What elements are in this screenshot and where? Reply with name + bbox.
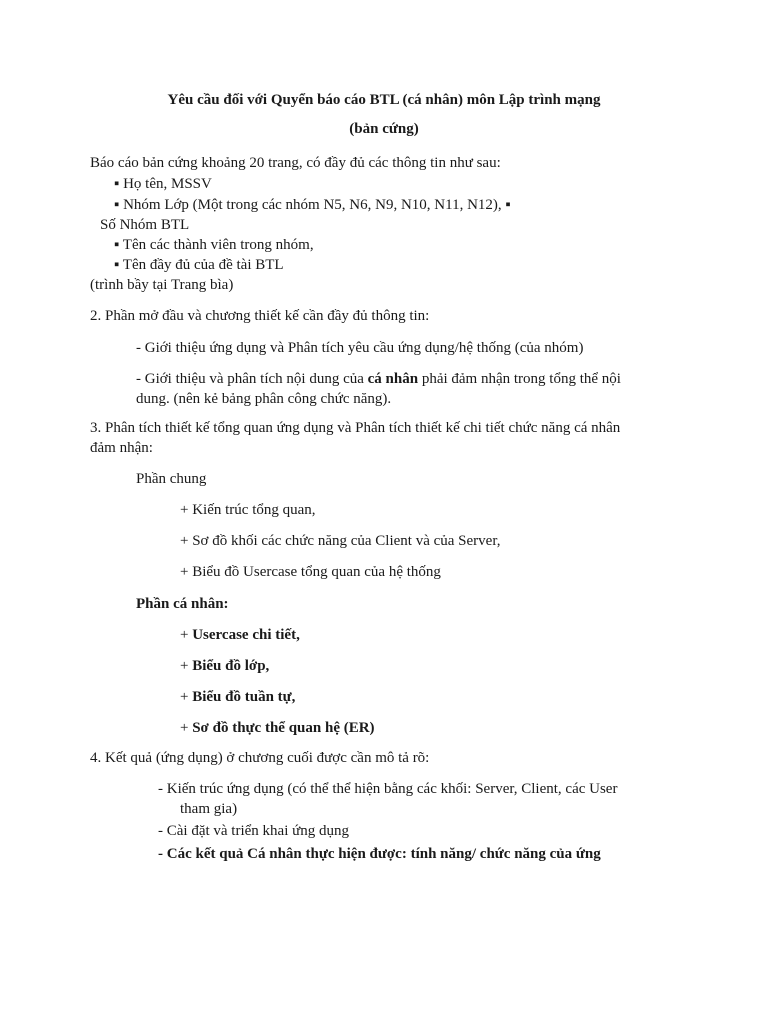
personal-item-sequence-diagram [180,687,295,707]
personal-item-sequence-diagram-text: Biểu đồ tuần tự, [192,689,296,705]
section2-item1: - Giới thiệu ứng dụng và Phân tích yêu cầu ứng dụng/hệ thống (của nhóm) [136,340,584,356]
personal-item-usecase-text: Usercase chi tiết, [192,627,300,643]
intro-text: Báo cáo bản cứng khoảng 20 trang, có đầy đủ các thông tin như sau: [90,155,501,171]
section2-item2-part-b: phải đảm nhận trong tổng thể nội [418,371,621,387]
common-item-block-diagram: + Sơ đồ khối các chức năng của Client và của Server, [180,533,501,549]
cover-item-class-group: ▪ Nhóm Lớp (Một trong các nhóm N5, N6, N9, N10, N11, N12), ▪ [114,197,511,213]
cover-item-name: ▪ Họ tên, MSSV [114,176,212,192]
cover-item-members: ▪ Tên các thành viên trong nhóm, [114,237,314,253]
personal-item-sequence-diagram-prefix: + [180,689,193,705]
document-subtitle: (bản cứng) [349,121,419,137]
section3-heading-cont: đảm nhận: [90,440,153,456]
section4-item-architecture: - Kiến trúc ứng dụng (có thể thể hiện bằng các khối: Server, Client, các User [158,781,618,797]
common-item-architecture: + Kiến trúc tổng quan, [180,502,316,518]
personal-item-class-diagram-text: Biểu đồ lớp, [192,658,270,674]
personal-item-er-diagram-text: Sơ đồ thực thể quan hệ (ER) [192,720,375,736]
section2-heading: 2. Phần mở đầu và chương thiết kế cần đầy đủ thông tin: [90,308,430,324]
document-title: Yêu cầu đối với Quyển báo cáo BTL (cá nhân) môn Lập trình mạng [167,92,601,108]
cover-item-topic: ▪ Tên đầy đủ của đề tài BTL [114,257,284,273]
personal-item-class-diagram [180,656,269,676]
personal-item-class-diagram-prefix: + [180,658,193,674]
personal-item-usecase [180,625,300,645]
section2-item2-cont: dung. (nên kẻ bảng phân công chức năng). [136,391,392,407]
personal-item-er-diagram [180,718,375,738]
section3-heading: 3. Phân tích thiết kế tổng quan ứng dụng và Phân tích thiết kế chi tiết chức năng cá nhân [90,420,621,436]
section4-item-install: - Cài đặt và triển khai ứng dụng [158,823,350,839]
section4-item-results: - Các kết quả Cá nhân thực hiện được: tính năng/ chức năng của ứng [158,846,601,862]
personal-item-er-diagram-prefix: + [180,720,193,736]
personal-item-usecase-prefix: + [180,627,193,643]
section2-item2 [136,369,621,389]
common-item-usecase-overview: + Biểu đồ Usercase tổng quan của hệ thống [180,564,441,580]
section2-item2-bold: cá nhân [367,371,419,387]
section4-heading: 4. Kết quả (ứng dụng) ở chương cuối được cần mô tả rõ: [90,750,430,766]
section2-item2-part-a: - Giới thiệu và phân tích nội dung của [136,371,368,387]
cover-item-class-group-cont: Số Nhóm BTL [100,217,190,233]
section4-item-architecture-cont: tham gia) [180,801,238,817]
cover-note: (trình bầy tại Trang bìa) [90,277,234,293]
common-part-label: Phần chung [136,471,207,487]
personal-part-label: Phần cá nhân: [136,596,229,612]
